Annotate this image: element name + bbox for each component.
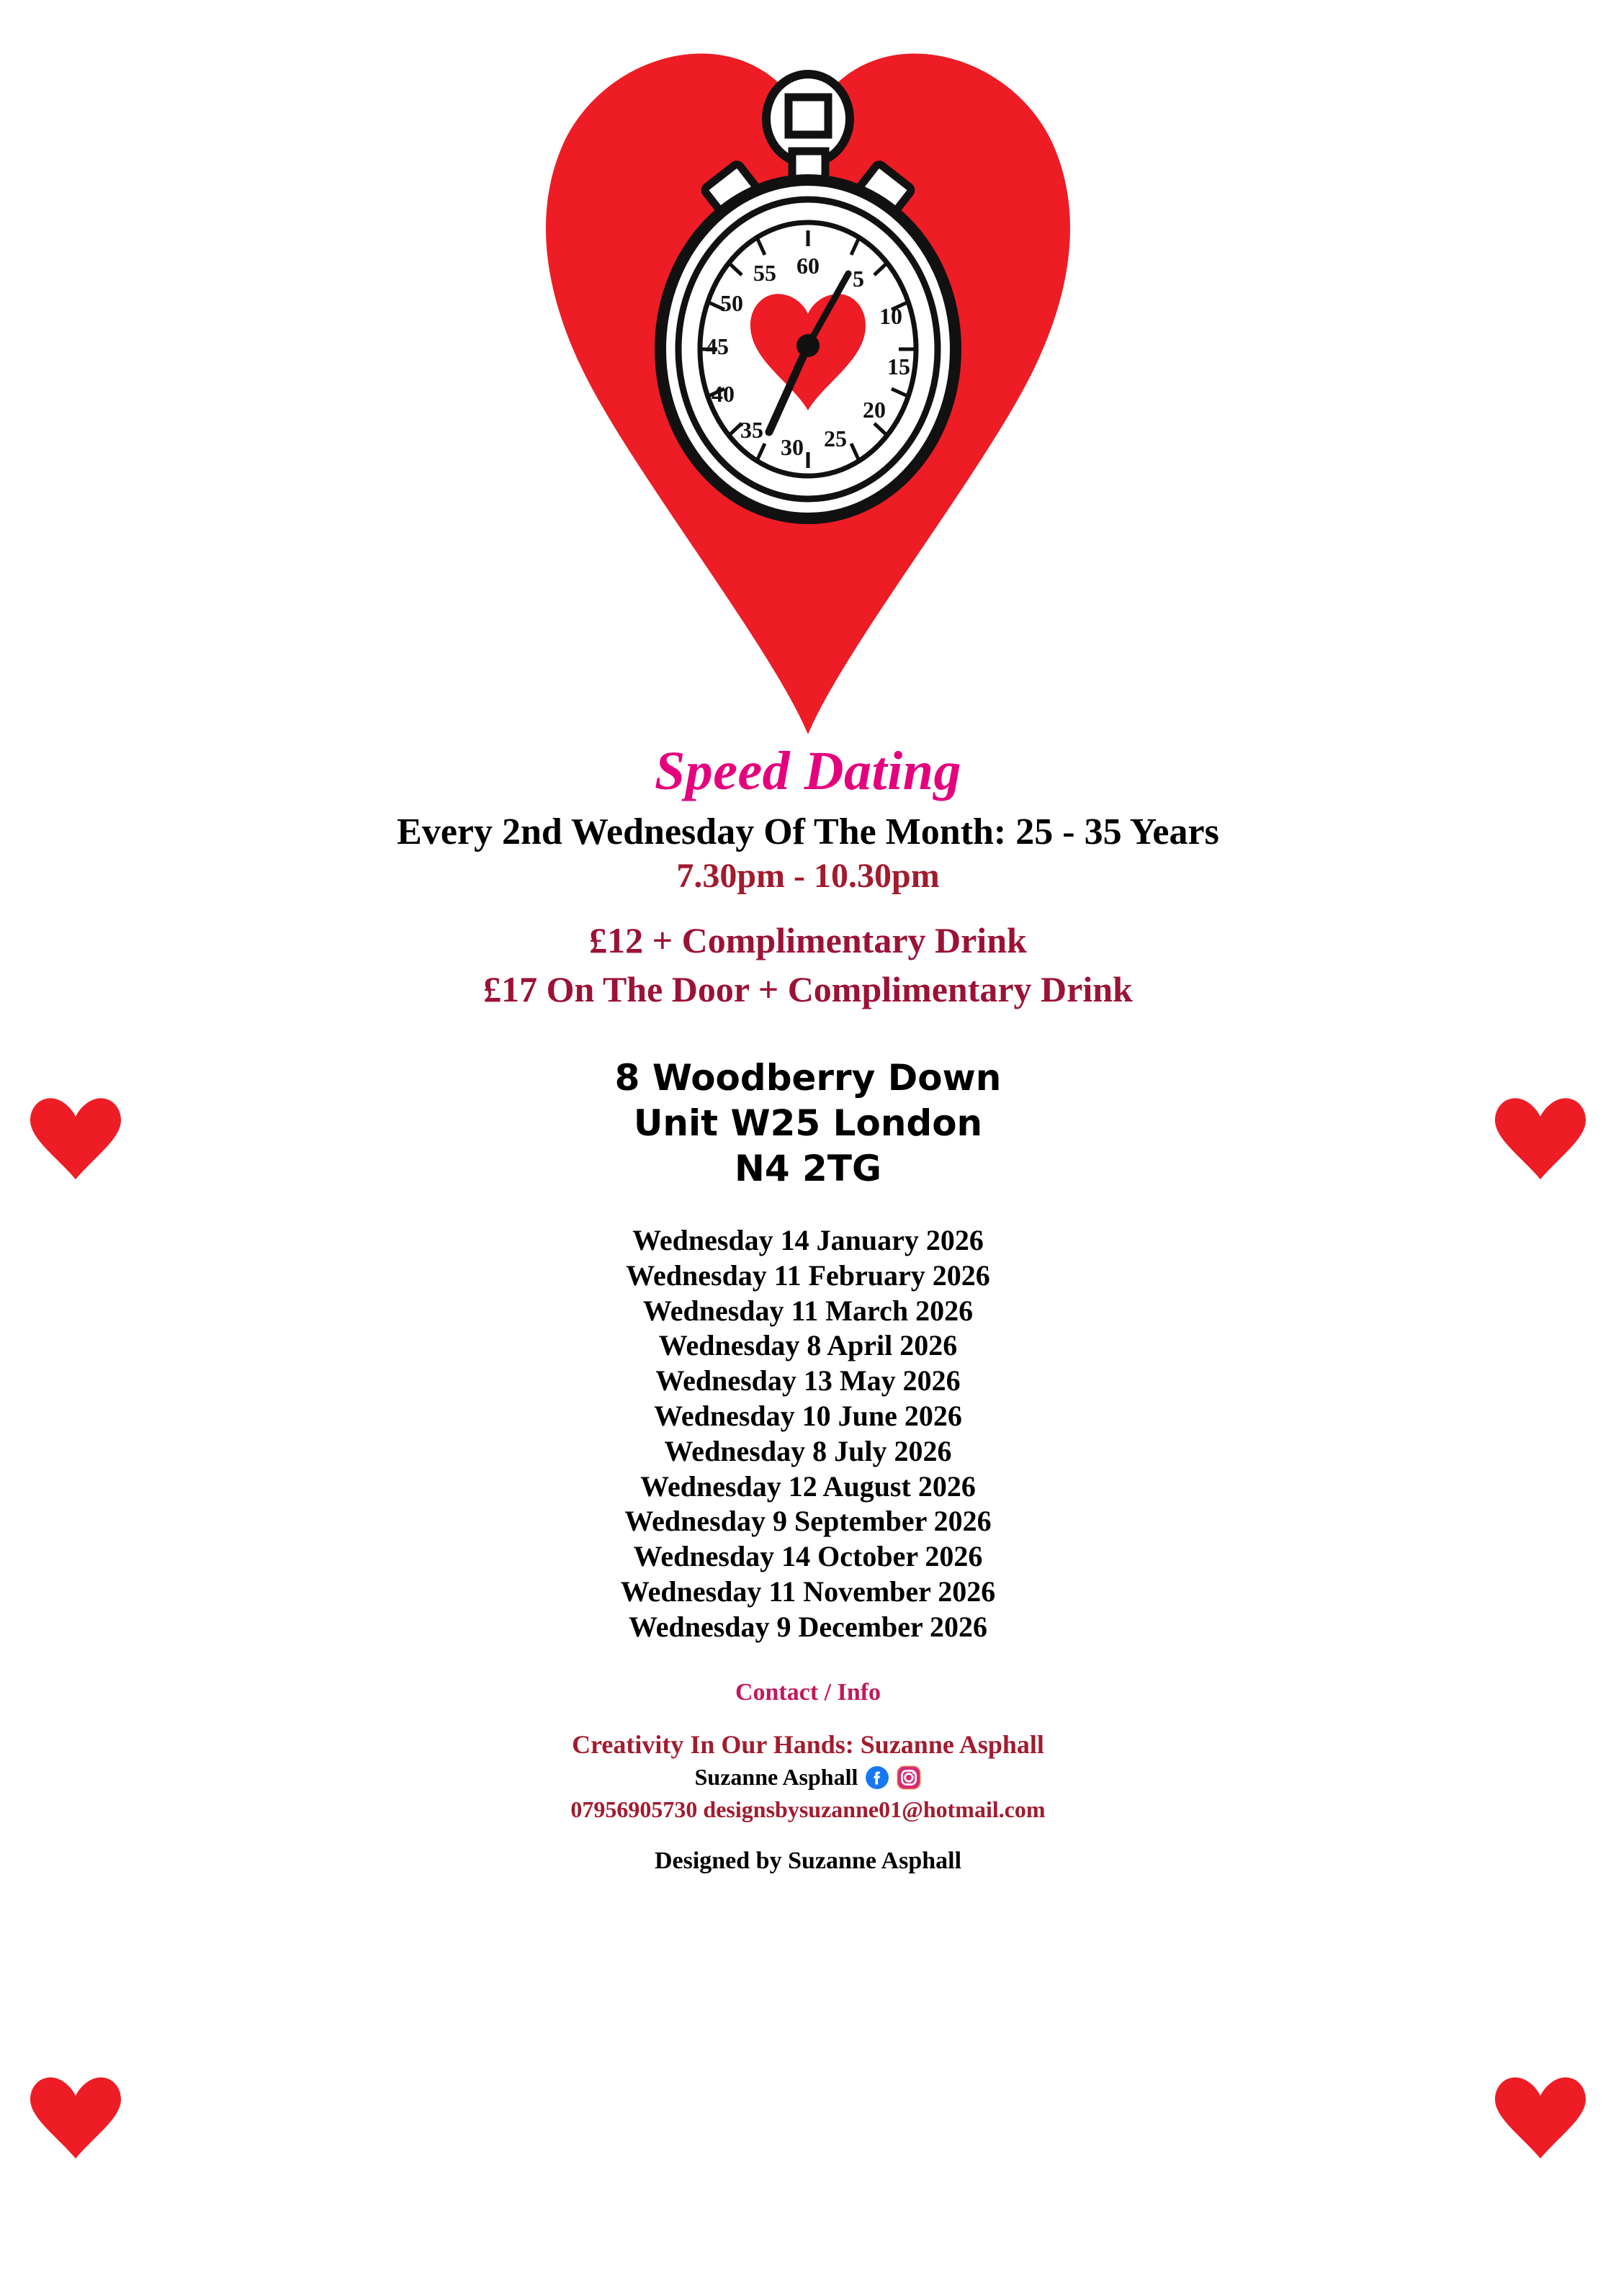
list-item: Wednesday 11 February 2026 <box>626 1259 990 1292</box>
svg-text:30: 30 <box>781 434 804 460</box>
designed-by: Designed by Suzanne Asphall <box>654 1847 962 1875</box>
page-title: Speed Dating <box>654 741 962 801</box>
poster-content <box>0 742 1616 1878</box>
address-postcode: N4 2TG <box>735 1148 881 1190</box>
list-item: Wednesday 11 March 2026 <box>642 1294 974 1327</box>
svg-text:50: 50 <box>720 290 743 316</box>
list-item: Wednesday 14 January 2026 <box>632 1224 984 1257</box>
list-item: Wednesday 8 July 2026 <box>664 1434 952 1467</box>
event-time: 7.30pm - 10.30pm <box>676 857 940 896</box>
headline: Every 2nd Wednesday Of The Month: 25 - 35 Years <box>397 811 1219 852</box>
svg-text:35: 35 <box>740 417 763 443</box>
dates-list <box>0 1223 1616 1645</box>
contact-person: Suzanne Asphall <box>694 1764 858 1791</box>
list-item: Wednesday 12 August 2026 <box>640 1469 976 1503</box>
corner-heart-icon-bottom-right <box>1494 2074 1587 2160</box>
list-item: Wednesday 9 December 2026 <box>628 1610 988 1643</box>
instagram-icon[interactable] <box>897 1765 921 1790</box>
phone-email[interactable]: 07956905730 designsbysuzanne01@hotmail.com <box>570 1796 1046 1822</box>
svg-text:45: 45 <box>706 333 729 359</box>
svg-text:10: 10 <box>879 303 902 329</box>
corner-heart-icon-top-left <box>29 1094 122 1181</box>
list-item: Wednesday 14 October 2026 <box>633 1540 983 1573</box>
svg-text:55: 55 <box>753 260 776 286</box>
list-item: Wednesday 11 November 2026 <box>620 1575 996 1608</box>
price-advance: £12 + Complimentary Drink <box>589 920 1027 961</box>
contact-heading: Contact / Info <box>735 1678 881 1706</box>
svg-text:60: 60 <box>796 253 820 279</box>
business-name: Creativity In Our Hands: Suzanne Asphall <box>572 1729 1044 1759</box>
hero-graphic <box>0 0 1616 742</box>
contact-person-row <box>0 1762 1616 1793</box>
svg-text:20: 20 <box>863 397 886 423</box>
price-door: £17 On The Door + Complimentary Drink <box>483 968 1133 1009</box>
svg-text:25: 25 <box>824 426 847 451</box>
svg-text:15: 15 <box>887 354 910 379</box>
svg-text:5: 5 <box>853 266 864 292</box>
corner-heart-icon-top-right <box>1494 1094 1587 1181</box>
address-line-2: Unit W25 London <box>633 1102 983 1145</box>
stopwatch-icon <box>642 58 974 562</box>
list-item: Wednesday 9 September 2026 <box>624 1505 992 1538</box>
svg-text:40: 40 <box>712 381 735 407</box>
list-item: Wednesday 13 May 2026 <box>655 1364 961 1397</box>
list-item: Wednesday 8 April 2026 <box>658 1329 958 1362</box>
corner-heart-icon-bottom-left <box>29 2074 122 2160</box>
facebook-icon[interactable] <box>865 1765 889 1790</box>
address-line-1: 8 Woodberry Down <box>614 1057 1002 1099</box>
list-item: Wednesday 10 June 2026 <box>654 1400 962 1433</box>
